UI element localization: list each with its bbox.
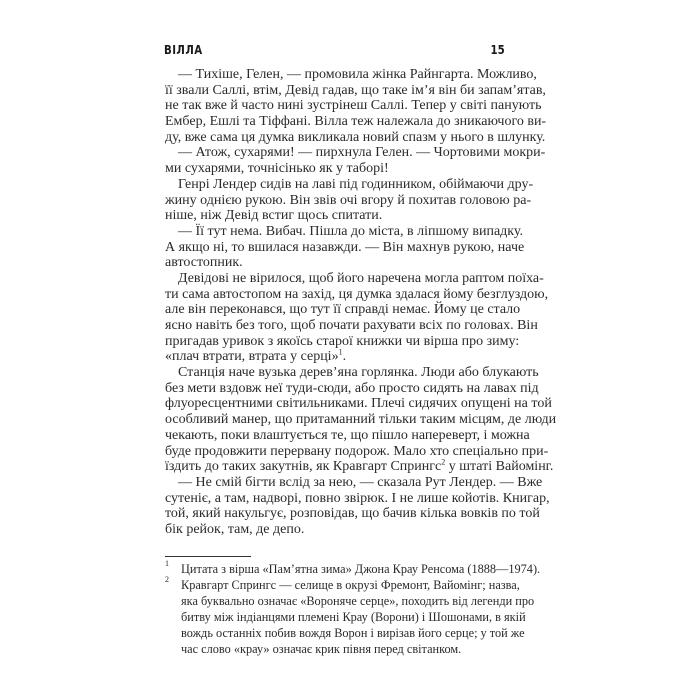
- text-line: [165, 98, 542, 114]
- footnote-line: вождь останніх побив вождя Ворон і вирізав його серце; у той же: [181, 626, 525, 640]
- line-text: особливий манер, що притаманний тільки таким місцям, де люди: [165, 412, 557, 428]
- line-text: ясно навіть без того, щоб почати рахувати всіх по головах. Він: [165, 318, 538, 333]
- line-text: Девідові не вірилося, щоб його наречена могла раптом поїха-: [178, 270, 544, 286]
- running-header: [164, 43, 505, 61]
- footnote-reference[interactable]: 2: [441, 457, 446, 467]
- line-text: їздить до таких закутнів, як Кравгарт Спрингс: [165, 459, 442, 475]
- text-line: [165, 349, 504, 365]
- text-line: [165, 427, 530, 444]
- chapter-title: ВІЛЛА: [164, 43, 203, 57]
- line-text: буде продовжити перервану подорож. Мало хто спеціально при-: [165, 443, 549, 459]
- footnote-reference[interactable]: 1: [338, 347, 343, 357]
- text-line: [165, 239, 525, 256]
- line-text: сутеніє, а там, надворі, повно звірюк. І не лише койотів. Книгар,: [165, 490, 550, 506]
- text-line: [165, 474, 543, 491]
- line-text: Ембер, Ешлі та Тіффані. Вілла теж належала до зникаючого ви-: [165, 114, 547, 130]
- text-line: [165, 223, 523, 240]
- line-text: флуоресцентними світильниками. Плечі сидячих опущені на той: [165, 396, 552, 412]
- line-text: але він переконався, що тут її справді немає. Йому це стало: [165, 302, 521, 318]
- line-text: чекають, поки влаштується те, що пішло напереверт, і можна: [165, 427, 530, 443]
- text-line: [165, 302, 521, 318]
- text-line: [165, 443, 549, 460]
- line-text: Генрі Лендер сидів на лаві під годинником, обіймаючи дру-: [178, 176, 534, 192]
- line-text: «плач втрати, втрата у серці»: [165, 349, 339, 365]
- footnote: [165, 559, 541, 577]
- footnote: [165, 575, 535, 657]
- line-text: ми сухарями, точнісінько як у таборі!: [165, 161, 389, 177]
- text-line: [165, 161, 504, 177]
- text-line: [165, 114, 547, 130]
- line-text: ти сама автостопом на захід, ця думка здалася йому безглуздою,: [165, 286, 549, 302]
- line-text: — Не смій бігти вслід за нею, — сказала Рут Лендер. — Вже: [178, 474, 543, 490]
- footnote-line: Кравгарт Спрингс — селище в окрузі Фремонт, Вайомінг; назва,: [181, 578, 520, 592]
- text-line: [165, 67, 537, 83]
- text-line: [165, 255, 504, 271]
- line-text: ду, вже сама ця думка викликала новий спазм у нього в шлунку.: [165, 129, 546, 145]
- text-line: [165, 506, 540, 522]
- footnote-mark: 1: [165, 559, 169, 568]
- line-text-tail: .: [342, 349, 347, 365]
- footnotes: [165, 559, 541, 657]
- line-text: без мети вздовж неї туди-сюди, або просто сидять на лавах під: [165, 380, 539, 396]
- text-line: [165, 192, 532, 209]
- text-line: [165, 412, 557, 428]
- text-line: [165, 82, 546, 99]
- text-line: [165, 396, 552, 412]
- text-line: [165, 286, 549, 303]
- line-text: пригадав уривок з якоїсь старої книжки чи вірша про зиму:: [165, 333, 520, 349]
- line-text: ніше, ніж Девід встиг щось спитати.: [165, 208, 383, 224]
- line-text: — Тихіше, Гелен, — промовила жінка Райнгарта. Можливо,: [178, 67, 537, 82]
- text-line: [165, 522, 504, 538]
- page-number: 15: [490, 43, 505, 57]
- footnote-line: Цитата з вірша «Пам’ятна зима» Джона Крау Ренсома (1888—1974).: [181, 562, 541, 576]
- line-text: бік рейок, там, де депо.: [165, 521, 305, 537]
- footnote-divider: [165, 556, 251, 557]
- text-line: [165, 318, 538, 334]
- line-text: не так вже й часто нині зустрінеш Саллі. Тепер у світі панують: [165, 98, 542, 114]
- line-text: її звали Саллі, втім, Девід гадав, що таке ім’я він би запам’ятав,: [165, 82, 546, 98]
- text-line: [165, 145, 546, 161]
- body-text: [165, 67, 557, 538]
- line-text: автостопник.: [165, 255, 243, 271]
- text-line: [165, 490, 550, 507]
- line-text: жину однією рукою. Він звів очі вгору й похитав головою ра-: [165, 192, 532, 208]
- footnote-line: яка буквально означає «Вороняче серце», походить від легенди про: [181, 594, 535, 608]
- line-text: — Атож, сухарями! — пирхнула Гелен. — Чортовими мокри-: [178, 145, 546, 161]
- text-line: [165, 129, 546, 146]
- text-line: [165, 333, 520, 350]
- line-text-tail: у штаті Вайомінг.: [445, 459, 554, 475]
- text-line: [165, 365, 539, 381]
- text-line: [165, 457, 554, 475]
- line-text: той, який накульгує, розповідав, що бачив кілька вовків по той: [165, 506, 540, 522]
- footnote-line: битву між індіанцями племені Крау (Ворони) і Шошонами, в якій: [181, 610, 526, 624]
- footnote-mark: 2: [165, 575, 169, 584]
- line-text: Станція наче вузька дерев’яна горлянка. Люди або блукають: [178, 365, 539, 381]
- footnote-line: час слово «крау» означає крик півня перед світанком.: [181, 642, 462, 656]
- text-line: [165, 380, 539, 397]
- text-line: [165, 270, 544, 287]
- text-line: [165, 176, 534, 193]
- line-text: А якщо ні, то вшилася назавжди. — Він махнув рукою, наче: [165, 239, 525, 255]
- line-text: — Її тут нема. Вибач. Пішла до міста, в ліпшому випадку.: [178, 223, 523, 239]
- text-line: [165, 208, 504, 224]
